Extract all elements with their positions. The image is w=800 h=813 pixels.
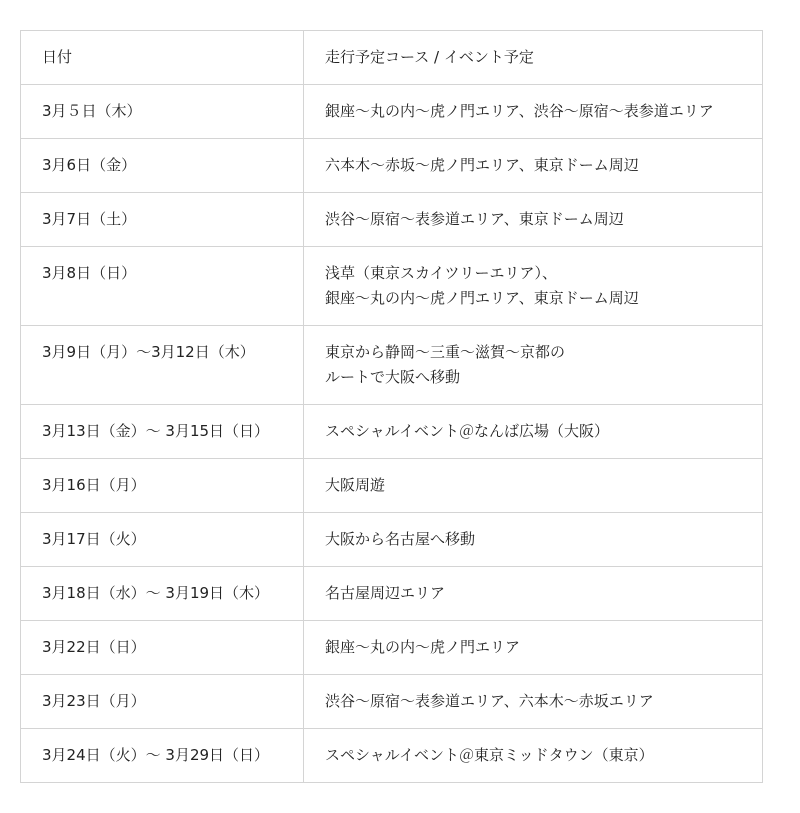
table-row — [21, 193, 763, 247]
date-cell: 3月５日（木） — [21, 85, 304, 139]
course-cell — [304, 729, 763, 783]
course-line: 浅草（東京スカイツリーエリア）、 — [325, 264, 558, 282]
course-line: ルートで大阪へ移動 — [325, 368, 461, 386]
table-row — [21, 139, 763, 193]
course-line: 六本木〜赤坂〜虎ノ門エリア、東京ドーム周辺 — [325, 156, 639, 174]
table-row — [21, 567, 763, 621]
table-header-row — [21, 31, 763, 85]
date-cell: 3月13日（金）〜 3月15日（日） — [21, 405, 304, 459]
date-cell: 3月7日（土） — [21, 193, 304, 247]
date-cell: 3月9日（月）〜3月12日（木） — [21, 326, 304, 405]
date-cell: 3月24日（火）〜 3月29日（日） — [21, 729, 304, 783]
course-cell — [304, 567, 763, 621]
course-line: 大阪から名古屋へ移動 — [325, 530, 476, 548]
table-row — [21, 459, 763, 513]
course-cell — [304, 675, 763, 729]
table-row — [21, 326, 763, 405]
course-cell — [304, 326, 763, 405]
table-row — [21, 729, 763, 783]
course-line: 銀座〜丸の内〜虎ノ門エリア — [325, 638, 521, 656]
course-cell — [304, 85, 763, 139]
course-cell — [304, 513, 763, 567]
date-cell: 3月22日（日） — [21, 621, 304, 675]
course-cell — [304, 459, 763, 513]
date-cell: 3月6日（金） — [21, 139, 304, 193]
course-cell — [304, 193, 763, 247]
course-line: スペシャルイベント＠東京ミッドタウン（東京） — [325, 746, 654, 764]
course-cell — [304, 139, 763, 193]
schedule-table — [20, 30, 763, 783]
header-date: 日付 — [21, 31, 304, 85]
date-cell: 3月17日（火） — [21, 513, 304, 567]
date-cell: 3月18日（水）〜 3月19日（木） — [21, 567, 304, 621]
table-row — [21, 621, 763, 675]
schedule-table-body — [21, 31, 763, 783]
course-line: 渋谷〜原宿〜表参道エリア、東京ドーム周辺 — [325, 210, 624, 228]
table-row — [21, 405, 763, 459]
course-line: スペシャルイベント＠なんば広場（大阪） — [325, 422, 609, 440]
table-row — [21, 85, 763, 139]
table-row — [21, 513, 763, 567]
header-course: 走行予定コース / イベント予定 — [304, 31, 763, 85]
date-cell: 3月23日（月） — [21, 675, 304, 729]
course-cell — [304, 405, 763, 459]
course-line: 銀座〜丸の内〜虎ノ門エリア、渋谷〜原宿〜表参道エリア — [325, 102, 714, 120]
course-line: 大阪周遊 — [325, 476, 386, 494]
table-row — [21, 675, 763, 729]
course-line: 銀座〜丸の内〜虎ノ門エリア、東京ドーム周辺 — [325, 289, 639, 307]
date-cell: 3月16日（月） — [21, 459, 304, 513]
date-cell: 3月8日（日） — [21, 247, 304, 326]
course-line: 名古屋周辺エリア — [325, 584, 446, 602]
course-cell — [304, 247, 763, 326]
course-cell — [304, 621, 763, 675]
course-line: 東京から静岡〜三重〜滋賀〜京都の — [325, 343, 566, 361]
course-line: 渋谷〜原宿〜表参道エリア、六本木〜赤坂エリア — [325, 692, 654, 710]
table-row — [21, 247, 763, 326]
